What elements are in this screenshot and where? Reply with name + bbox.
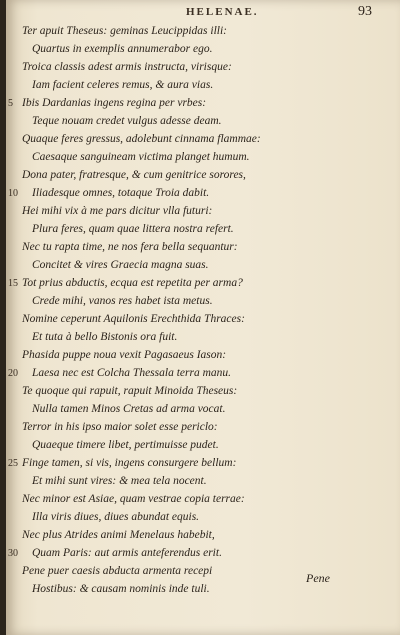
page-header: [6, 6, 400, 24]
verse-text: Nec plus Atrides animi Menelaus habebit,: [22, 529, 215, 541]
verse-text: Iam facient celeres remus, & aura vias.: [32, 79, 214, 91]
verse-text: Teque nouam credet vulgus adesse deam.: [32, 115, 222, 127]
verse-line: [6, 61, 400, 77]
verse-line: [6, 259, 400, 275]
verse-line: [6, 511, 400, 527]
verse-line: [6, 457, 400, 473]
verse-text: Iliadesque omnes, totaque Troia dabit.: [32, 187, 210, 199]
verse-text: Pene puer caesis abducta armenta recepi: [22, 565, 213, 577]
verse-text: Nomine ceperunt Aquilonis Erechthida Thraces:: [22, 313, 245, 325]
verse-line: [6, 313, 400, 329]
verse-text: Nec tu rapta time, ne nos fera bella sequantur:: [22, 241, 238, 253]
verse-line: [6, 565, 400, 581]
verse-line: [6, 97, 400, 113]
verse-text: Terror in his ipso maior solet esse periclo:: [22, 421, 218, 433]
verse-text: Plura feres, quam quae littera nostra refert.: [32, 223, 234, 235]
line-number: 25: [8, 458, 18, 469]
verse-text: Nulla tamen Minos Cretas ad arma vocat.: [32, 403, 226, 415]
book-page: [6, 0, 400, 635]
verse-line: [6, 475, 400, 491]
verse-text: Finge tamen, si vis, ingens consurgere bellum:: [22, 457, 237, 469]
line-number: 10: [8, 188, 18, 199]
verse-line: [6, 439, 400, 455]
verse-line: [6, 151, 400, 167]
verse-text: Quaque feres gressus, adolebunt cinnama flammae:: [22, 133, 261, 145]
verse-line: [6, 583, 400, 599]
verse-line: [6, 403, 400, 419]
verse-line: [6, 493, 400, 509]
verse-text: Concitet & vires Graecia magna suas.: [32, 259, 209, 271]
verse-line: [6, 241, 400, 257]
line-number: 5: [8, 98, 13, 109]
verse-text: Quam Paris: aut armis anteferendus erit.: [32, 547, 222, 559]
verse-line: [6, 205, 400, 221]
verse-text: Nec minor est Asiae, quam vestrae copia terrae:: [22, 493, 245, 505]
verse-text: Crede mihi, vanos res habet ista metus.: [32, 295, 213, 307]
verse-line: [6, 367, 400, 383]
verse-text: Et mihi sunt vires: & mea tela nocent.: [32, 475, 207, 487]
verse-line: [6, 43, 400, 59]
verse-line: [6, 295, 400, 311]
catchword: Pene: [306, 571, 330, 585]
line-number: 15: [8, 278, 18, 289]
verse-text: Hostibus: & causam nominis inde tuli.: [32, 583, 210, 595]
verse-text: Caesaque sanguineam victima planget humum.: [32, 151, 250, 163]
verse-text: Illa viris diues, diues abundat equis.: [32, 511, 200, 523]
verse-text: Et tuta à bello Bistonis ora fuit.: [32, 331, 178, 343]
verse-line: [6, 25, 400, 41]
verse-line: [6, 223, 400, 239]
verse-line: [6, 385, 400, 401]
verse-text: Hei mihi vix à me pars dicitur vlla futuri:: [22, 205, 213, 217]
verse-line: [6, 169, 400, 185]
verse-line: [6, 277, 400, 293]
verse-line: [6, 349, 400, 365]
verse-text: Troica classis adest armis instructa, virisque:: [22, 61, 232, 73]
verse-text: Ter apuit Theseus: geminas Leucippidas illi:: [22, 25, 227, 37]
verse-line: [6, 79, 400, 95]
verse-text: Ibis Dardanias ingens regina per vrbes:: [22, 97, 207, 109]
line-number: 20: [8, 368, 18, 379]
verse-text: Tot prius abductis, ecqua est repetita per arma?: [22, 277, 243, 289]
verse-line: [6, 115, 400, 131]
running-head: HELENAE.: [186, 6, 259, 18]
verse-text: Te quoque qui rapuit, rapuit Minoida Theseus:: [22, 385, 238, 397]
verse-line: [6, 187, 400, 203]
verse-line: [6, 331, 400, 347]
verse-text: Laesa nec est Colcha Thessala terra manu.: [32, 367, 232, 379]
verse-line: [6, 547, 400, 563]
verse-text: Quartus in exemplis annumerabor ego.: [32, 43, 213, 55]
verse-text: Dona pater, fratresque, & cum genitrice sorores,: [22, 169, 246, 181]
verse-line: [6, 133, 400, 149]
line-number: 30: [8, 548, 18, 559]
verse-line: [6, 421, 400, 437]
verse-line: [6, 529, 400, 545]
page-number: 93: [358, 4, 372, 19]
verse-text: Quaeque timere libet, pertimuisse pudet.: [32, 439, 219, 451]
verse-text: Phasida puppe noua vexit Pagasaeus Iason:: [22, 349, 227, 361]
